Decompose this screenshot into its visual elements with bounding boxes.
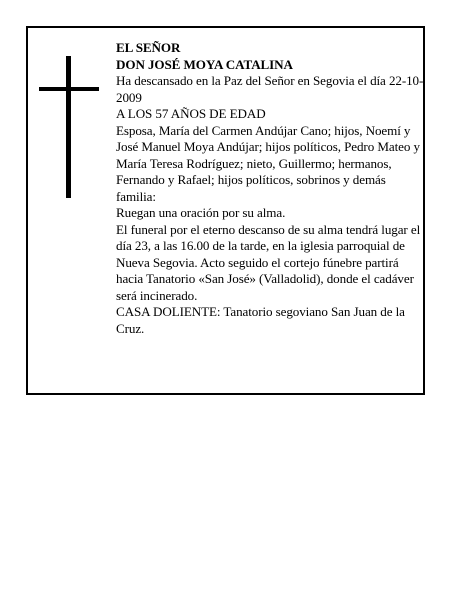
cross-horizontal-bar — [39, 87, 99, 91]
cross-vertical-bar — [66, 56, 71, 198]
family-list: Esposa, María del Carmen Andújar Cano; hijos, Noemí y José Manuel Moya Andújar; hijos políticos, Pedro Mateo y María Teresa Rodríguez; nieto, Guillermo; hermanos, Fernando y Rafael; hijos políticos, sobrinos y demás familia: — [116, 122, 420, 204]
obituary-text — [116, 40, 424, 337]
cross-icon — [39, 56, 99, 198]
obituary-notice — [26, 26, 425, 395]
title-line-1: EL SEÑOR — [116, 40, 181, 55]
casa-doliente: CASA DOLIENTE: Tanatorio segoviano San Juan de la Cruz. — [116, 304, 405, 336]
funeral-details: El funeral por el eterno descanso de su alma tendrá lugar el día 23, a las 16.00 de la tarde, en la iglesia parroquial de Nueva Segovia. Acto seguido el cortejo fúnebre partirá hacia Tanatorio «San José» (Valladolid), donde el cadáver será incinerado. — [116, 221, 421, 303]
death-statement: Ha descansado en la Paz del Señor en Segovia el día 22-10-2009 — [116, 73, 424, 105]
prayer-request: Ruegan una oración por su alma. — [116, 205, 286, 220]
deceased-name: DON JOSÉ MOYA CATALINA — [116, 56, 293, 72]
age-line: A LOS 57 AÑOS DE EDAD — [116, 106, 266, 121]
